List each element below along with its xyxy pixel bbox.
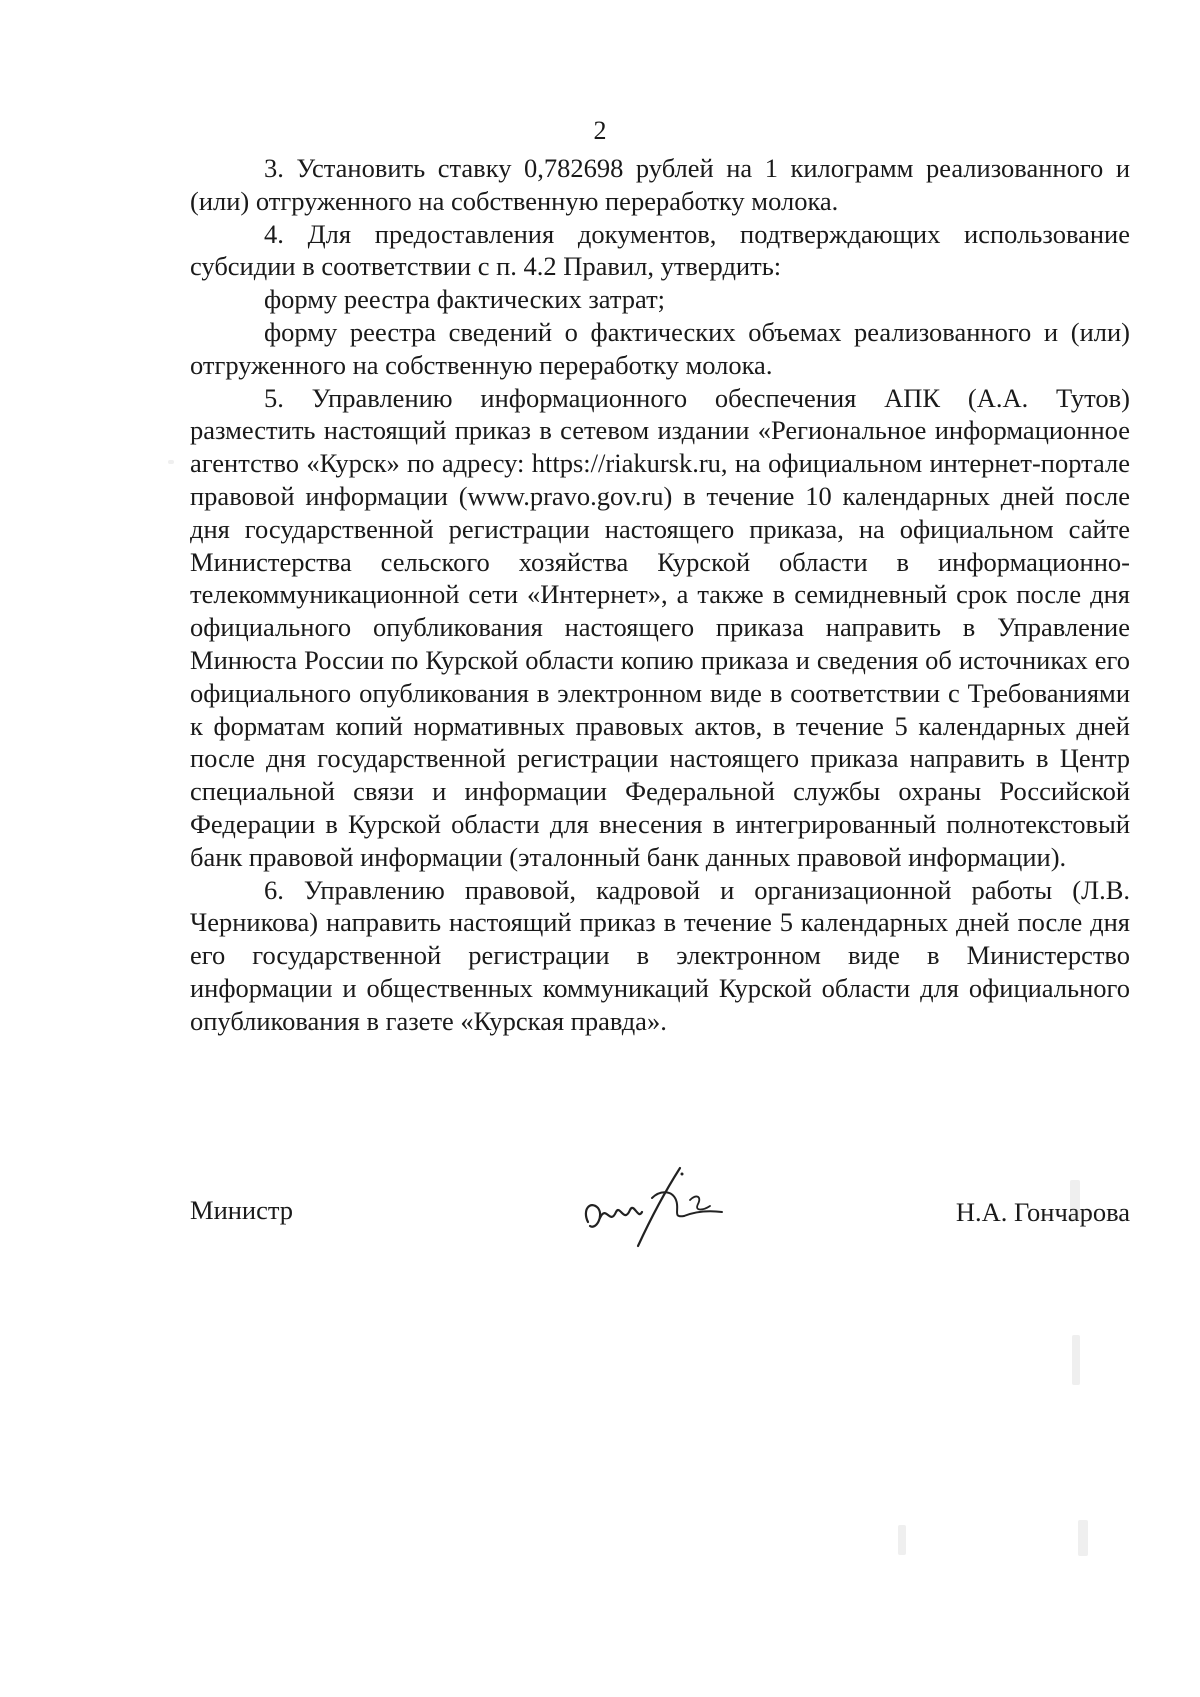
- signer-title: Министр: [190, 1195, 294, 1225]
- handwritten-signature: [580, 1160, 730, 1250]
- paragraph-form-costs: форму реестра фактических затрат;: [264, 284, 666, 315]
- paragraph-form-volumes: форму реестра сведений о фактических объемах реализованного и (или) отгруженного на собственную переработку молока.: [190, 316, 1130, 380]
- paragraph-item-3: 3. Установить ставку 0,782698 рублей на 1 килограмм реализованного и (или) отгруженного на собственную переработку молока.: [190, 153, 1130, 216]
- paragraph-item-5: 5. Управлению информационного обеспечения АПК (А.А. Тутов) разместить настоящий приказ в сетевом издании «Региональное информационное агентство «Курск» по адресу: https://riakursk.ru, на официальном интернет-портале правовой информации (www.pravo.gov.ru) в течение 10 календарных дней после дня государственной регистрации настоящего приказа, на официальном сайте Министерства сельского хозяйства Курской области в информационно-телекоммуникационной сети «Интернет», а также в семидневный срок после дня официального опубликования настоящего приказа направить в Управление Минюста России по Курской области копию приказа и сведения об источниках его официального опубликования в электронном виде в соответствии с Требованиями к форматам копий нормативных правовых актов, в течение 5 календарных дней после дня государственной регистрации настоящего приказа направить в Центр специальной связи и информации Федеральной службы охраны Российской Федерации в Курской области для внесения в интегрированный полнотекстовый банк правовой информации (эталонный банк данных правовой информации).: [190, 382, 1130, 872]
- scan-artifact: [1078, 1520, 1088, 1556]
- page-number: 2: [593, 116, 607, 145]
- paragraph-item-6: 6. Управлению правовой, кадровой и организационной работы (Л.В. Черникова) направить настоящий приказ в течение 5 календарных дней после дня его государственной регистрации в электронном виде в Министерство информации и общественных коммуникаций Курской области для официального опубликования в газете «Курская правда».: [190, 874, 1130, 1036]
- scan-artifact: [1072, 1335, 1080, 1385]
- signer-name: Н.А. Гончарова: [955, 1197, 1130, 1227]
- signature-block: [190, 1190, 1130, 1260]
- scan-artifact: [168, 460, 174, 464]
- paragraph-item-4: 4. Для предоставления документов, подтверждающих использование субсидии в соответствии с п. 4.2 Правил, утвердить:: [190, 218, 1130, 282]
- document-body: [190, 152, 1130, 1038]
- scan-artifact: [898, 1525, 906, 1555]
- scan-artifact: [1070, 1180, 1080, 1220]
